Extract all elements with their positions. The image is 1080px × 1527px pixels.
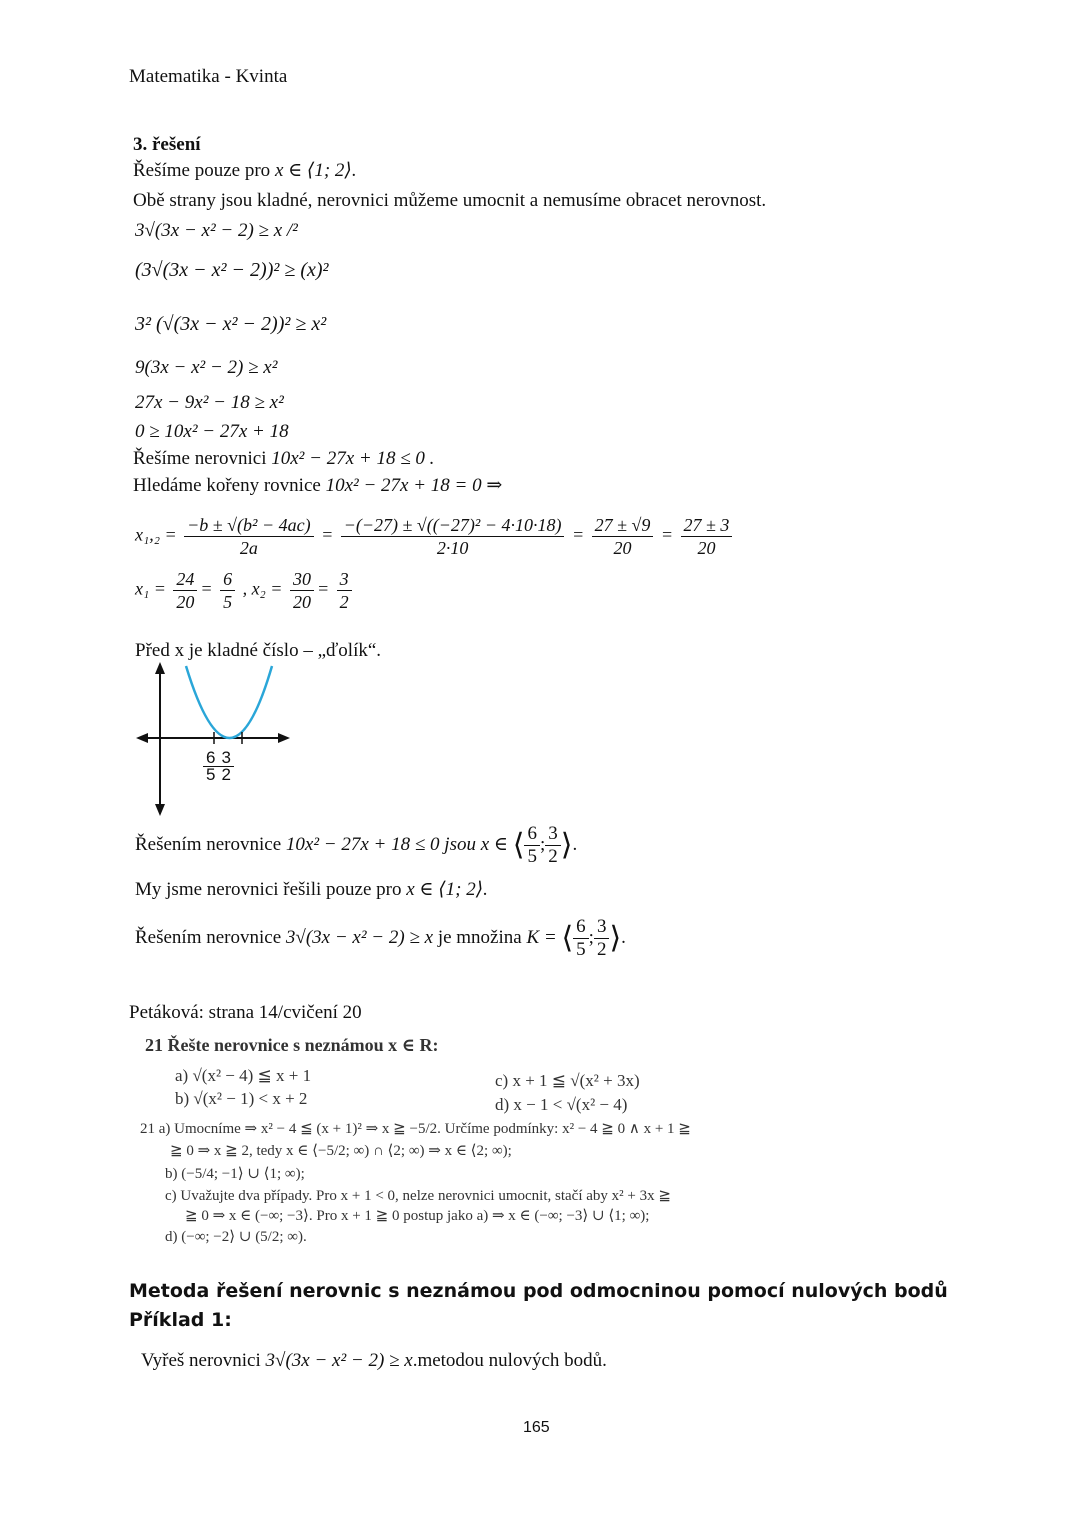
lhs: x₁,₂ =	[135, 524, 177, 545]
page-header: Matematika - Kvinta	[129, 66, 288, 87]
roots: x₁ = $\frac{24}{20}$ = $\frac{6}{5}$ , x₂ = $\frac{30}{20}$ = $\frac{3}{2}$	[135, 568, 355, 613]
math-line: 9(3x − x² − 2) ≥ x²	[135, 357, 278, 378]
x-axis-arrow-right	[278, 733, 290, 743]
solution-d: d) (−∞; −2⟩ ∪ (5/2; ∞).	[165, 1229, 307, 1245]
text: Řešením nerovnice	[135, 834, 286, 855]
quadratic-formula: x₁,₂ = $\frac{\text{−b ± √(b² − 4ac)}}{2a}$ = $\frac{\text{−(−27) ± √((−27)² − 4·10·18)}}{2\cdot 10}$ = $\frac{27 \pm √9}{20}$ = $\frac{27 \pm 3}{20}$	[135, 514, 735, 559]
root-label-6-5: $\frac{6}{5}$	[203, 750, 218, 783]
section-title: 3. řešení	[133, 134, 201, 155]
text: Hledáme kořeny rovnice	[133, 475, 326, 496]
text: My jsme nerovnici řešili pouze pro	[135, 879, 407, 900]
parabola-curve	[186, 666, 272, 738]
example-title: Příklad 1:	[129, 1309, 232, 1331]
method-title: Metoda řešení nerovnic s neznámou pod odmocninou pomocí nulových bodů	[129, 1280, 948, 1302]
text: Řešením nerovnice	[135, 927, 286, 948]
math-line: 3² (√(3x − x² − 2))² ≥ x²	[135, 313, 327, 335]
exercise-c: c) x + 1 ≦ √(x² + 3x)	[495, 1071, 640, 1090]
solution-line: Řešením nerovnice 10x² − 27x + 18 ≤ 0 jsou x ∈ ⟨ $\frac{6}{5}$ ; $\frac{3}{2}$ ⟩.	[135, 823, 578, 868]
math-line: 3√(3x − x² − 2) ≥ x /²	[135, 220, 298, 241]
fraction: $\frac{\text{−(−27) ± √((−27)² − 4·10·18)}}{2\cdot 10}$	[341, 514, 565, 559]
fraction: $\frac{6}{5}$	[573, 916, 589, 961]
math: 10x² − 27x + 18 = 0 ⇒	[325, 475, 503, 496]
text: Vyřeš nerovnici	[141, 1350, 266, 1371]
exercise-a: a) √(x² − 4) ≦ x + 1	[175, 1066, 312, 1085]
text: Řešíme pouze pro	[133, 160, 275, 181]
math: x ∈ ⟨1; 2⟩.	[406, 879, 488, 900]
math-line: 27x − 9x² − 18 ≥ x²	[135, 392, 284, 413]
x-axis-arrow-left	[136, 733, 148, 743]
math: 3√(3x − x² − 2) ≥ x	[265, 1350, 413, 1371]
exercise-d: d) x − 1 < √(x² − 4)	[495, 1095, 628, 1114]
y-axis-arrow-down	[155, 804, 165, 816]
solution-a: 21 a) Umocníme ⇒ x² − 4 ≦ (x + 1)² ⇒ x ≧ −5/2. Určíme podmínky: x² − 4 ≧ 0 ∧ x + 1 ≧	[140, 1121, 691, 1137]
fraction: $\frac{27 \pm 3}{20}$	[681, 514, 733, 559]
task-line	[141, 1350, 607, 1372]
math: K =	[526, 927, 557, 948]
text-line: Obě strany jsou kladné, nerovnici můžeme umocnit a nemusíme obracet nerovnost.	[133, 190, 767, 211]
text-line: Před x je kladné číslo – „ďolík“.	[135, 640, 382, 661]
fraction: $\frac{30}{20}$	[290, 568, 314, 613]
fraction: $\frac{27 \pm √9}{20}$	[592, 514, 654, 559]
fraction: $\frac{\text{−b ± √(b² − 4ac)}}{2a}$	[184, 514, 313, 559]
solution-b: b) (−5/4; −1⟩ ∪ ⟨1; ∞);	[165, 1166, 305, 1182]
left-angle: ⟨	[512, 828, 525, 862]
text: Řešíme nerovnici	[133, 448, 272, 469]
x1-label: x₁ =	[135, 578, 166, 599]
source-reference: Petáková: strana 14/cvičení 20	[129, 1002, 362, 1023]
fraction: $\frac{6}{5}$	[220, 568, 235, 613]
text-line	[133, 448, 434, 470]
fraction: $\frac{3}{2}$	[337, 568, 352, 613]
parabola-graph	[130, 660, 300, 820]
fraction: $\frac{6}{5}$	[524, 823, 540, 868]
y-axis-arrow-up	[155, 662, 165, 674]
left-angle: ⟨	[561, 921, 574, 955]
solution-line: Řešením nerovnice 3√(3x − x² − 2) ≥ x je množina K = ⟨ $\frac{6}{5}$ ; $\frac{3}{2}$ ⟩.	[135, 916, 626, 961]
solution-c-cont: ≧ 0 ⇒ x ∈ (−∞; −3⟩. Pro x + 1 ≧ 0 postup jako a) ⇒ x ∈ (−∞; −3⟩ ∪ ⟨1; ∞);	[185, 1208, 650, 1224]
solution-c: c) Uvažujte dva případy. Pro x + 1 < 0, nelze nerovnici umocnit, stačí aby x² + 3x ≧	[165, 1188, 671, 1204]
math: 3√(3x − x² − 2) ≥ x	[285, 927, 434, 948]
text-line	[133, 160, 357, 182]
math: 10x² − 27x + 18 ≤ 0 .	[271, 448, 435, 469]
math: 10x² − 27x + 18 ≤ 0 jsou x ∈	[285, 834, 508, 855]
math-line: (3√(3x − x² − 2))² ≥ (x)²	[135, 259, 329, 281]
solution-a-cont: ≧ 0 ⇒ x ≧ 2, tedy x ∈ ⟨−5/2; ∞) ∩ ⟨2; ∞) ⇒ x ∈ ⟨2; ∞);	[170, 1143, 512, 1159]
page-number: 165	[523, 1419, 550, 1436]
fraction: $\frac{3}{2}$	[545, 823, 561, 868]
exercise-title: 21 Řešte nerovnice s neznámou x ∈ R:	[145, 1035, 439, 1055]
fraction: $\frac{3}{2}$	[594, 916, 610, 961]
root-label-3-2: $\frac{3}{2}$	[218, 750, 233, 783]
root-labels	[203, 750, 234, 783]
math-line: 0 ≥ 10x² − 27x + 18	[135, 421, 289, 442]
right-angle: ⟩	[609, 921, 622, 955]
text-line	[133, 475, 502, 497]
exercise-b: b) √(x² − 1) < x + 2	[175, 1089, 308, 1108]
right-angle: ⟩	[560, 828, 573, 862]
text-line	[135, 879, 488, 901]
math: x ∈ ⟨1; 2⟩.	[274, 160, 357, 181]
x2-label: , x₂ =	[242, 578, 283, 599]
text: .metodou nulových bodů.	[412, 1350, 607, 1371]
text: je množina	[433, 927, 527, 948]
fraction: $\frac{24}{20}$	[173, 568, 197, 613]
